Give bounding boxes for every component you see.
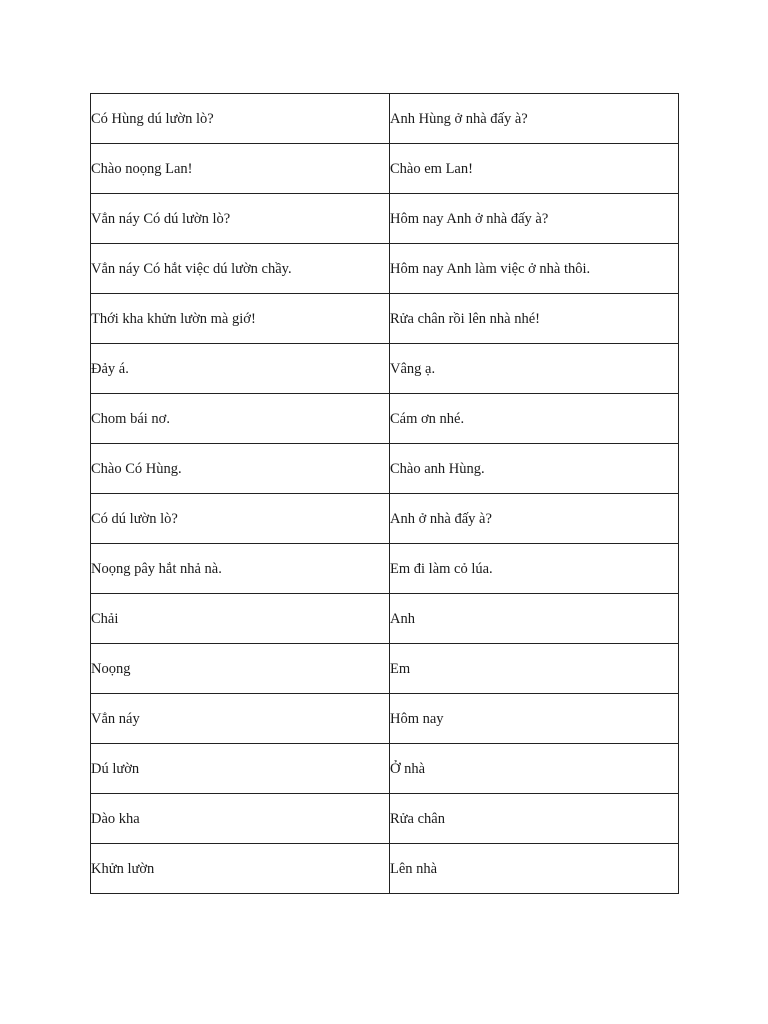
vietnamese-word-cell: Rửa chân [390, 794, 679, 844]
tay-phrase-cell: Chom bái nơ. [91, 394, 390, 444]
table-row [91, 344, 679, 394]
tay-word-cell: Noọng [91, 644, 390, 694]
vietnamese-word-cell: Ở nhà [390, 744, 679, 794]
table-row [91, 144, 679, 194]
table-row [91, 494, 679, 544]
tay-word-cell: Dú lườn [91, 744, 390, 794]
table-row [91, 794, 679, 844]
tay-phrase-cell: Vẳn náy Có hắt việc dú lườn chầy. [91, 244, 390, 294]
vietnamese-phrase-cell: Chào anh Hùng. [390, 444, 679, 494]
tay-phrase-cell: Thới kha khửn lườn mà giớ! [91, 294, 390, 344]
vietnamese-phrase-cell: Rửa chân rồi lên nhà nhé! [390, 294, 679, 344]
tay-phrase-cell: Noọng pây hắt nhả nà. [91, 544, 390, 594]
tay-phrase-cell: Có Hùng dú lườn lò? [91, 94, 390, 144]
table-row [91, 294, 679, 344]
tay-phrase-cell: Có dú lườn lò? [91, 494, 390, 544]
vietnamese-phrase-cell: Anh ở nhà đấy à? [390, 494, 679, 544]
tay-word-cell: Khửn lườn [91, 844, 390, 894]
tay-phrase-cell: Chào Có Hùng. [91, 444, 390, 494]
vietnamese-phrase-cell: Hôm nay Anh làm việc ở nhà thôi. [390, 244, 679, 294]
vietnamese-phrase-cell: Chào em Lan! [390, 144, 679, 194]
vietnamese-phrase-cell: Hôm nay Anh ở nhà đấy à? [390, 194, 679, 244]
table-row [91, 194, 679, 244]
table-row [91, 644, 679, 694]
vietnamese-word-cell: Hôm nay [390, 694, 679, 744]
table-row [91, 444, 679, 494]
vietnamese-word-cell: Em [390, 644, 679, 694]
tay-phrase-cell: Chào noọng Lan! [91, 144, 390, 194]
tay-phrase-cell: Đảy á. [91, 344, 390, 394]
vocabulary-table [90, 93, 679, 894]
table-row [91, 694, 679, 744]
tay-word-cell: Vẳn náy [91, 694, 390, 744]
vietnamese-word-cell: Lên nhà [390, 844, 679, 894]
table-row [91, 594, 679, 644]
table-row [91, 744, 679, 794]
table-row [91, 244, 679, 294]
table-row [91, 394, 679, 444]
vietnamese-phrase-cell: Em đi làm cỏ lúa. [390, 544, 679, 594]
vietnamese-phrase-cell: Anh Hùng ở nhà đấy à? [390, 94, 679, 144]
table-row [91, 844, 679, 894]
tay-word-cell: Chải [91, 594, 390, 644]
table-row [91, 94, 679, 144]
tay-phrase-cell: Vẳn náy Có dú lườn lò? [91, 194, 390, 244]
vietnamese-word-cell: Anh [390, 594, 679, 644]
tay-word-cell: Dào kha [91, 794, 390, 844]
vietnamese-phrase-cell: Cám ơn nhé. [390, 394, 679, 444]
vietnamese-phrase-cell: Vâng ạ. [390, 344, 679, 394]
table-row [91, 544, 679, 594]
